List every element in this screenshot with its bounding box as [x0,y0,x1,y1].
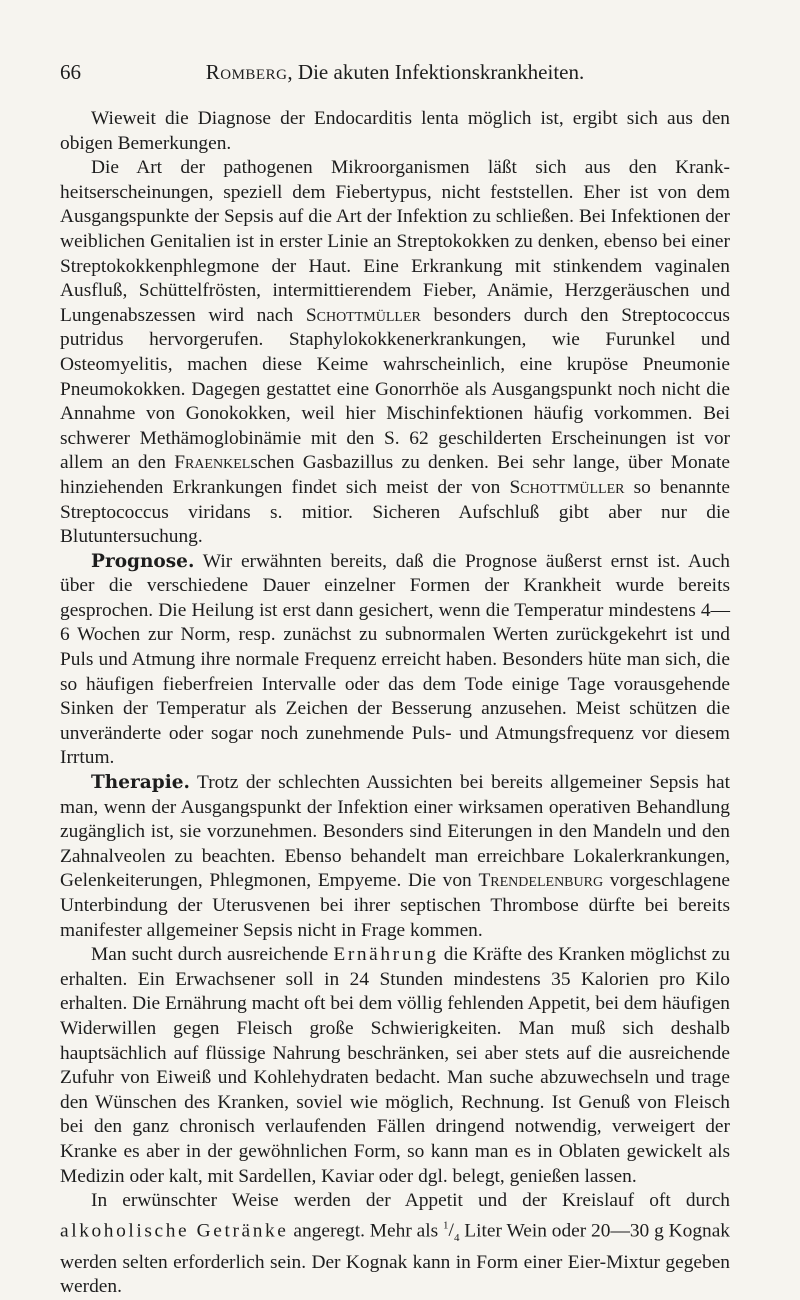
emphasized-term: Ernährung [333,944,439,966]
emphasized-term: alkoholische Getränke [60,1220,289,1242]
book-page [60,60,730,1300]
fraction-denominator: 4 [453,1232,460,1245]
paragraph-diagnosis-lenta: Wieweit die Diagnose der Endocarditis lenta möglich ist, ergibt sich aus den obigen Bemerkungen. [60,108,730,154]
running-head-title: , Die akuten Infektionskrankheiten. [287,60,585,84]
text-run: Wir erwähnten bereits, daß die Prognose äußerst ernst ist. Auch über die verschiedene Dauer einzelner Formen der Krankheit wurde bereits gesprochen. Die Heilung ist erst dann gesichert, wenn die Temperatur mindestens 4—6 Wochen zur Norm, resp. zunächst zu subnormalen Werten zurückgekehrt ist und Puls und Atmung ihre normale Frequenz erreicht haben. Besonders hüte man sich, die so häufigen fieberfreien Intervalle oder das dem Tode einige Tage vorausgehende Sinken der Temperatur als Zeichen der Besserung anzusehen. Meist schützen die unveränderte oder sogar noch zunehmende Puls- und Atmungsfrequenz vor diesem Irrtum. [60,550,730,769]
fraction-numerator: 1 [443,1219,449,1232]
running-head-author: Romberg [205,60,288,84]
author-name: Fraenkel [174,452,251,474]
paragraph-nutrition [60,943,730,1189]
page-header [60,60,730,90]
text-run: angeregt. Mehr als [288,1220,444,1242]
text-run: Die Art der pathogenen Mikroorganismen läßt sich aus den Krankheitserscheinungen, speziell dem Fiebertypus, nicht feststellen. Eher ist von dem Ausgangspunkte der Sepsis auf die Art der Infektion zu schließen. Bei Infektionen der weiblichen Genitalien ist in erster Linie an Streptokokken zu denken, ebenso bei einer Streptokokkenphlegmone der Haut. Eine Erkrankung mit stinkendem vaginalen Ausfluß, Schüttelfrösten, intermittierendem Fieber, Anämie, Herzgeräuschen und Lungenabszessen wird nach [60,157,730,326]
text-run: In erwünschter Weise werden der Appetit und der Kreislauf oft durch [91,1190,730,1212]
author-name: Schottmüller [509,476,625,498]
text-run: so benannte Streptococcus viridans s. mitior. Sicheren Aufschluß gibt aber nur die Blutuntersuchung. [60,476,730,548]
section-heading-prognosis: Prognose. [91,550,195,572]
paragraph-microorganisms [60,156,730,550]
author-name: Schottmüller [305,304,421,326]
text-run: vorgeschlagene Unterbindung der Uterusvenen bei ihrer septischen Thrombose dürfte bei bereits manifester allgemeiner Sepsis nicht in Frage kommen. [60,870,731,941]
paragraph-prognosis [60,550,730,771]
page-number: 66 [60,60,81,84]
paragraph-alcohol [60,1189,730,1300]
text-run: besonders durch den Streptococcus putridus hervorgerufen. Staphylokokkenerkrankungen, wie Furunkel und Osteomyelitis, machen diese Keime wahrscheinlich, eine krupöse Pneumonie Pneumokokken. Dagegen gestattet eine Gonorrhöe als Ausgangspunkt noch nicht die Annahme von Gonokokken, weil hier Mischinfektionen häufig vorkommen. Bei schwerer Methämoglobinämie mit den S. 62 geschilderten Erscheinungen ist vor allem an den [60,304,730,474]
text-run: Liter Wein oder 20—30 g Kognak werden selten erforderlich sein. Der Kognak kann in Form einer Eier-Mixtur gegeben werden. [60,1220,731,1298]
text-run: Trotz der schlechten Aussichten bei bereits allgemeiner Sepsis hat man, wenn der Ausgangspunkt der Infektion einer wirksamen operativen Behandlung zugänglich ist, sie vorzunehmen. Besonders sind Eiterungen in den Mandeln und den Zahnalveolen zu beachten. Ebenso behandelt man erreichbare Lokalerkrankungen, Gelenkeiterungen, Phlegmonen, Empyeme. Die von [60,772,730,892]
text-run: die Kräfte des Kranken möglichst zu erhalten. Ein Erwachsener soll in 24 Stunden mindestens 35 Kalorien pro Kilo erhalten. Die Ernährung macht oft bei dem völlig fehlenden Appetit, bei dem häufigen Widerwillen gegen Fleisch große Schwierigkeiten. Man muß sich deshalb hauptsächlich auf flüssige Nahrung beschränken, sei aber stets auf die ausreichende Zufuhr von Eiweiß und Kohlehydraten bedacht. Man suche abzuwechseln und trage den Wünschen des Kranken, soviel wie möglich, Rechnung. Ist Genuß von Fleisch bei den ganz chronisch verlaufenden Fällen dringend notwendig, verweigert der Kranke es aber in der gewöhnlichen Form, so kann man es in Oblaten gewickelt als Medizin oder kalt, mit Sardellen, Kaviar oder dgl. belegt, genießen lassen. [60,944,730,1187]
fraction: $^1/_4$ [443,1219,460,1245]
body-text [60,107,730,1300]
author-name: Trendelenburg [478,870,604,892]
running-head [60,60,730,85]
section-heading-therapy: Therapie. [91,772,190,794]
paragraph-therapy [60,771,730,943]
text-run: Man sucht durch ausreichende [91,944,334,966]
text-run: schen Gasbazillus zu denken. Bei sehr lange, über Monate hinziehenden Erkrankungen findet sich meist der von [60,452,730,498]
